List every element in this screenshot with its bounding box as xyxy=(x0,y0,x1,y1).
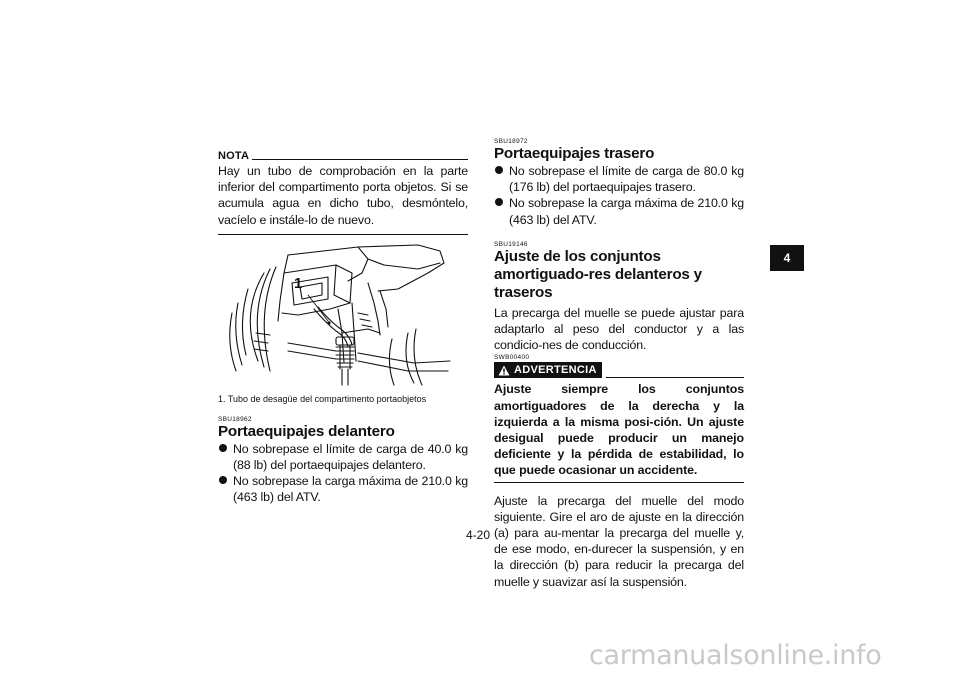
warning-end-rule xyxy=(494,482,744,483)
rear-rack-bullet-text: No sobrepase el límite de carga de 80.0 kg (176 lb) del portaequipajes trasero. xyxy=(509,164,744,195)
shocks-procedure-text: Ajuste la precarga del muelle del modo siguiente. Gire el aro de ajuste en la dirección (a) para au-mentar la precarga del muelle y, de ese modo, en-durecer la suspensión, y en la dirección (b) para reducir la precarga del muelle y suavizar así la suspensión. xyxy=(494,493,744,589)
front-rack-bullet-text: No sobrepase el límite de carga de 40.0 kg (88 lb) del portaequipajes delantero. xyxy=(233,441,468,473)
shocks-code: SBU19146 xyxy=(494,240,528,248)
watermark: carmanualsonline.info xyxy=(589,640,882,671)
figure-caption: 1. Tubo de desagüe del compartimento portaobjetos xyxy=(218,393,427,404)
rear-rack-bullet-text: No sobrepase la carga máxima de 210.0 kg (463 lb) del ATV. xyxy=(509,196,744,227)
bullet-icon xyxy=(495,166,503,174)
right-column xyxy=(494,138,744,590)
page-number: 4-20 xyxy=(466,528,491,542)
rear-rack-bullets xyxy=(494,163,744,228)
list-item xyxy=(494,163,744,195)
warning-triangle-icon xyxy=(498,365,510,376)
warning-label: ADVERTENCIA xyxy=(514,364,597,377)
list-item xyxy=(218,441,468,473)
front-rack-bullet-text: No sobrepase la carga máxima de 210.0 kg (463 lb) del ATV. xyxy=(233,474,468,505)
note-header-rule xyxy=(252,159,468,160)
warning-header-rule xyxy=(606,377,744,378)
warning-badge xyxy=(494,362,602,378)
note-label: NOTA xyxy=(218,150,250,162)
left-column xyxy=(218,150,468,506)
list-item xyxy=(494,195,744,227)
shocks-heading: Ajuste de los conjuntos amortiguado-res delanteros y traseros xyxy=(494,247,702,301)
note-header xyxy=(218,150,468,162)
front-rack-bullets xyxy=(218,441,468,506)
note-end-rule xyxy=(218,234,468,235)
bullet-icon xyxy=(219,444,227,452)
warning-code: SWB00400 xyxy=(494,354,530,362)
chapter-tab: 4 xyxy=(770,245,804,271)
warning-text: Ajuste siempre los conjuntos amortiguadores de la derecha y la izquierda a la misma posi-ción. Un ajuste desigual puede producir un manejo deficiente y la pérdida de estabilidad, lo que puede ocasionar un accidente. xyxy=(494,382,744,478)
front-rack-code: SBU18962 xyxy=(218,415,252,423)
list-item xyxy=(218,473,468,505)
rear-rack-code: SBU18972 xyxy=(494,138,528,145)
warning-header xyxy=(494,362,744,378)
bullet-icon xyxy=(495,198,503,206)
figure-callout-number: 1 xyxy=(294,274,303,292)
note-text: Hay un tubo de comprobación en la parte inferior del compartimento porta objetos. Si se acumula agua en dicho tubo, desmóntelo, vacíelo e instále-lo de nuevo. xyxy=(218,164,468,227)
rear-rack-heading: Portaequipajes trasero xyxy=(494,145,655,162)
shocks-intro-text: La precarga del muelle se puede ajustar para adaptarlo al peso del conductor y a las condicio-nes de conducción. xyxy=(494,305,744,353)
drain-tube-illustration xyxy=(218,243,468,391)
front-rack-heading: Portaequipajes delantero xyxy=(218,422,395,440)
bullet-icon xyxy=(219,476,227,484)
